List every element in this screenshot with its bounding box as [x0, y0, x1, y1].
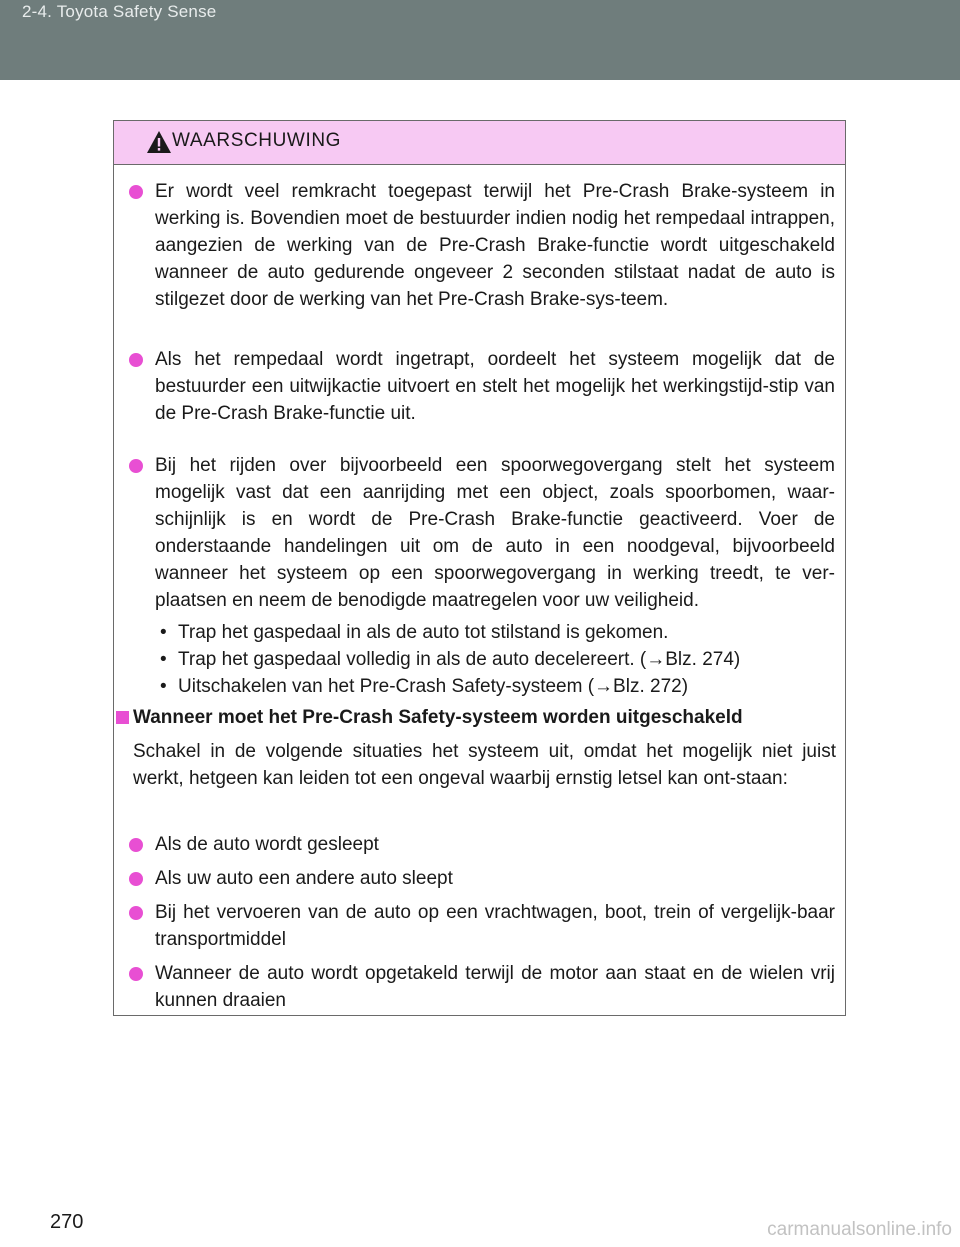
situation-1: Als de auto wordt gesleept: [155, 834, 379, 855]
bullet-dot: [129, 872, 143, 886]
situation-3: Bij het vervoeren van de auto op een vrachtwagen, boot, trein of vergelijk-baar transportmiddel: [155, 902, 835, 950]
sub-item-1: • Trap het gaspedaal in als de auto tot stilstand is gekomen.: [160, 622, 669, 643]
warning-box: [113, 120, 846, 1016]
warning-triangle-icon: [146, 130, 172, 154]
bullet-dot: [129, 459, 143, 473]
bullet-dot: [129, 838, 143, 852]
section-square-icon: [116, 711, 129, 724]
page-number: 270: [50, 1211, 84, 1233]
sub-item-3: • Uitschakelen van het Pre-Crash Safety-systeem (→Blz. 272): [160, 676, 689, 697]
sub-item-2: • Trap het gaspedaal volledig in als de auto decelereert. (→Blz. 274): [160, 649, 741, 670]
warning-title: WAARSCHUWING: [172, 130, 342, 151]
section-title: 2-4. Toyota Safety Sense: [22, 2, 217, 21]
sub-item-text: Trap het gaspedaal in als de auto tot stilstand is gekomen.: [178, 622, 669, 643]
bullet-dot: [129, 185, 143, 199]
warning-bullet-1: Er wordt veel remkracht toegepast terwijl het Pre-Crash Brake-systeem in werking is. Bovendien moet de bestuurder indien nodig het rempedaal intrappen, aangezien de werking van de Pre-Crash Brake-functie wordt uitgeschakeld wanneer de auto gedurende ongeveer 2 seconden stilstaat nadat de auto is stilgezet door de werking van het Pre-Crash Brake-sys-teem.: [155, 181, 835, 310]
page-header: [0, 0, 960, 80]
warning-header: [114, 121, 845, 165]
situation-4: Wanneer de auto wordt opgetakeld terwijl de motor aan staat en de wielen vrij kunnen draaien: [155, 963, 835, 1011]
section-heading: Wanneer moet het Pre-Crash Safety-systeem worden uitgeschakeld: [133, 707, 743, 728]
situation-2: Als uw auto een andere auto sleept: [155, 868, 453, 889]
warning-bullet-3: Bij het rijden over bijvoorbeeld een spoorwegovergang stelt het systeem mogelijk vast dat een aanrijding met een object, zoals spoorbomen, waar-schijnlijk is en wordt de Pre-Crash Brake-functie geactiveerd. Voer de onderstaande handelingen uit om de auto in een noodgeval, bijvoorbeeld wanneer het systeem op een spoorwegovergang in werking treedt, te ver-plaatsen en neem de benodigde maatregelen voor uw veiligheid.: [155, 455, 835, 611]
sub-item-text: Trap het gaspedaal volledig in als de auto decelereert. (→Blz. 274): [178, 649, 741, 670]
sub-item-text: Uitschakelen van het Pre-Crash Safety-systeem (→Blz. 272): [178, 676, 689, 697]
warning-bullet-2: Als het rempedaal wordt ingetrapt, oordeelt het systeem mogelijk dat de bestuurder een uitwijkactie uitvoert en stelt het mogelijk het werkingstijd-stip van de Pre-Crash Brake-functie uit.: [155, 349, 835, 424]
watermark: carmanualsonline.info: [767, 1219, 952, 1240]
section-text: Schakel in de volgende situaties het systeem uit, omdat het mogelijk niet juist werkt, hetgeen kan leiden tot een ongeval waarbij ernstig letsel kan ont-staan:: [133, 741, 836, 789]
bullet-dot: [129, 906, 143, 920]
bullet-dot: [129, 353, 143, 367]
bullet-dot: [129, 967, 143, 981]
